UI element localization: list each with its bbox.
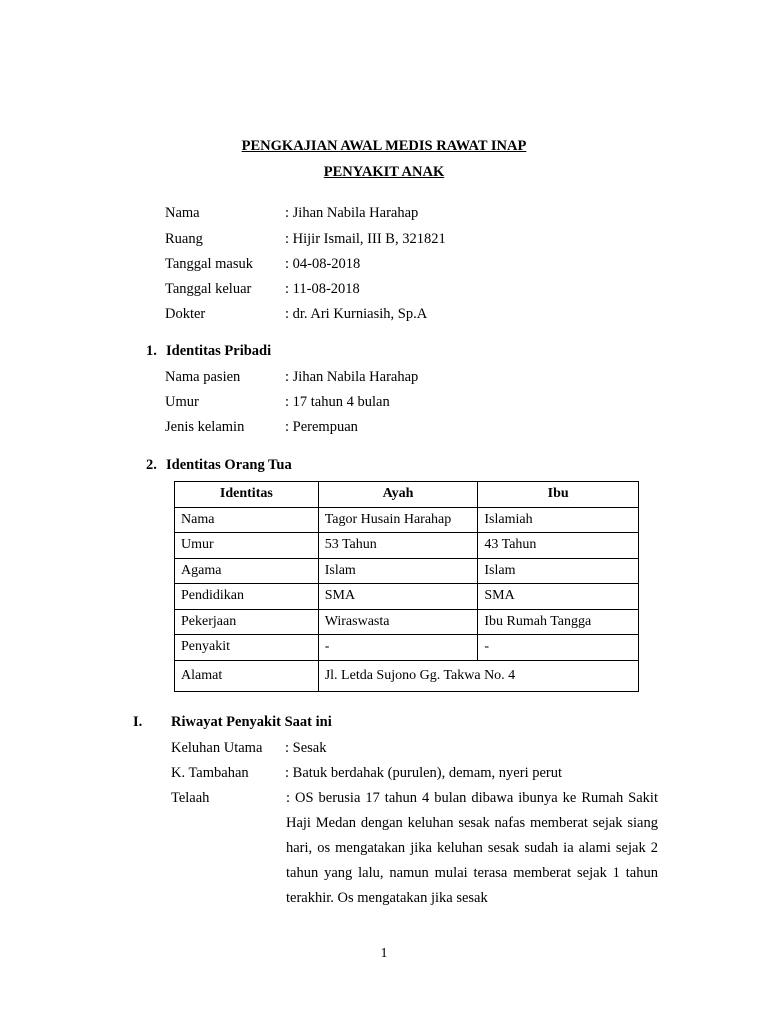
table-row <box>175 558 639 584</box>
section-number: I. <box>133 714 143 730</box>
document-subtitle: PENYAKIT ANAK <box>323 164 445 180</box>
field-value: : 04-08-2018 <box>285 256 361 272</box>
table-cell: Alamat <box>175 660 319 691</box>
field-value: : dr. Ari Kurniasih, Sp.A <box>285 306 428 322</box>
table-cell: Nama <box>175 507 319 533</box>
field-value: : Sesak <box>285 740 327 756</box>
section-title: Identitas Pribadi <box>166 343 272 359</box>
section-title: Riwayat Penyakit Saat ini <box>171 714 332 730</box>
table-cell: Islam <box>478 558 639 584</box>
field-value: : Jihan Nabila Harahap <box>285 205 419 221</box>
field-label: Jenis kelamin <box>165 419 245 435</box>
table-row <box>175 507 639 533</box>
table-cell: Wiraswasta <box>318 609 478 635</box>
table-cell: Islamiah <box>478 507 639 533</box>
table-cell: SMA <box>478 584 639 610</box>
field-label: K. Tambahan <box>171 765 249 781</box>
table-cell: Ibu Rumah Tangga <box>478 609 639 635</box>
table-header-cell: Ibu <box>478 482 639 508</box>
section-title: Identitas Orang Tua <box>166 457 292 473</box>
field-label: Nama pasien <box>165 369 241 385</box>
table-cell: Tagor Husain Harahap <box>318 507 478 533</box>
table-cell: - <box>318 635 478 661</box>
field-label: Keluhan Utama <box>171 740 263 756</box>
field-label: Tanggal masuk <box>165 256 253 272</box>
table-cell: - <box>478 635 639 661</box>
section-number: 2. <box>146 457 157 473</box>
field-label: Nama <box>165 205 200 221</box>
telaah-paragraph: : OS berusia 17 tahun 4 bulan dibawa ibunya ke Rumah Sakit Haji Medan dengan keluhan sesak nafas memberat sejak siang hari, os mengatakan jika keluhan sesak sudah ia alami sejak 2 tahun yang lalu, namun mulai terasa memberat sejak 1 tahun terakhir. Os mengatakan jika sesak <box>286 790 658 906</box>
field-label: Tanggal keluar <box>165 281 252 297</box>
field-value: : Perempuan <box>285 419 358 435</box>
field-label: Dokter <box>165 306 206 322</box>
document-title: PENGKAJIAN AWAL MEDIS RAWAT INAP <box>241 138 527 154</box>
table-header-cell: Ayah <box>318 482 478 508</box>
table-cell: Agama <box>175 558 319 584</box>
table-cell: 43 Tahun <box>478 533 639 559</box>
table-header-cell: Identitas <box>175 482 319 508</box>
table-cell: SMA <box>318 584 478 610</box>
field-value: : Batuk berdahak (purulen), demam, nyeri perut <box>285 765 563 781</box>
field-value: : Jihan Nabila Harahap <box>285 369 419 385</box>
table-row <box>175 635 639 661</box>
table-cell: Penyakit <box>175 635 319 661</box>
table-row-alamat <box>175 660 639 691</box>
table-cell-alamat: Jl. Letda Sujono Gg. Takwa No. 4 <box>318 660 638 691</box>
field-value: : 17 tahun 4 bulan <box>285 394 390 410</box>
table-cell: Pekerjaan <box>175 609 319 635</box>
table-row <box>175 533 639 559</box>
field-value: : 11-08-2018 <box>285 281 360 297</box>
table-cell: Umur <box>175 533 319 559</box>
table-cell: 53 Tahun <box>318 533 478 559</box>
table-cell: Islam <box>318 558 478 584</box>
table-header-row <box>175 482 639 508</box>
table-row <box>175 609 639 635</box>
field-label: Telaah <box>171 790 210 806</box>
section-number: 1. <box>146 343 157 359</box>
parents-table <box>174 481 639 692</box>
field-label: Umur <box>165 394 199 410</box>
page-number: 1 <box>380 946 388 961</box>
table-row <box>175 584 639 610</box>
field-label: Ruang <box>165 231 203 247</box>
table-cell: Pendidikan <box>175 584 319 610</box>
field-value: : Hijir Ismail, III B, 321821 <box>285 231 446 247</box>
